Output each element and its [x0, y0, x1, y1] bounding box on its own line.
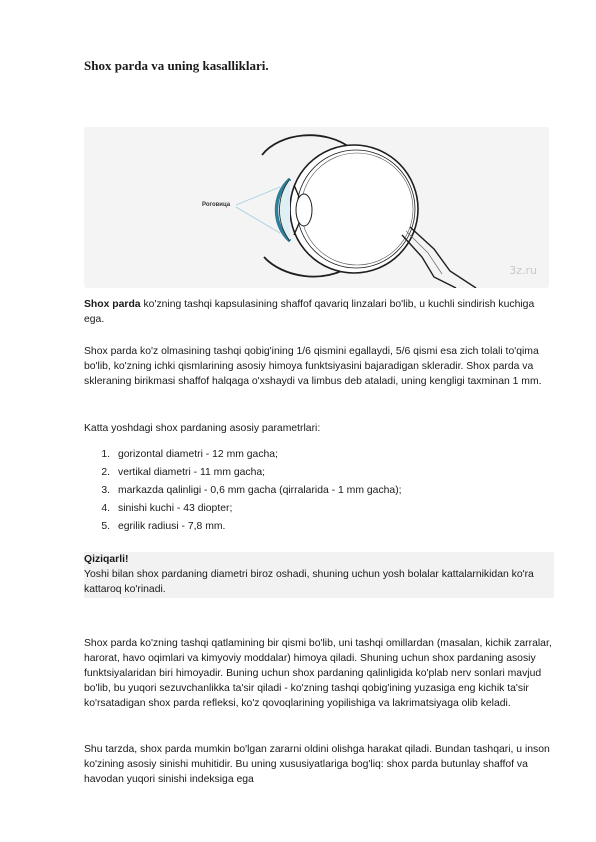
- watermark: 3z.ru: [509, 264, 537, 277]
- list-text: sinishi kuchi - 43 diopter;: [118, 503, 233, 514]
- list-item: [84, 501, 402, 519]
- list-number: 2.: [101, 467, 110, 478]
- page-title: Shox parda va uning kasalliklari.: [84, 58, 269, 73]
- parameters-list: [84, 447, 402, 537]
- callout-text: Yoshi bilan shox pardaning diametri biroz oshadi, shuning uchun yosh bolalar kattalarnikidan ko'ra kattaroq ko'rinadi.: [84, 569, 534, 595]
- list-number: 3.: [101, 485, 110, 496]
- list-item: [84, 447, 402, 465]
- paragraph-sclera: Shox parda ko'z olmasining tashqi qobig'ining 1/6 qismini egallaydi, 5/6 qismi esa zich tolali to'qima bo'lib, ko'zning ichki qismlarining asosiy himoya funktsiyasini bajaradigan skleradir. Shox parda va skleraning birikmasi shaffof halqaga o'xshaydi va limbus deb ataladi, uning kengligi taxminan 1 mm.: [84, 346, 542, 387]
- callout-title: Qiziqarli!: [84, 554, 129, 565]
- interesting-fact-box: [84, 552, 554, 598]
- list-item: [84, 465, 402, 483]
- eye-diagram: [84, 127, 549, 288]
- list-number: 4.: [101, 503, 110, 514]
- list-text: vertikal diametri - 11 mm gacha;: [118, 467, 266, 478]
- list-text: markazda qalinligi - 0,6 mm gacha (qirralarida - 1 mm gacha);: [118, 485, 402, 496]
- list-item: [84, 483, 402, 501]
- paragraph-parameters-heading: Katta yoshdagi shox pardaning asosiy parametrlari:: [84, 423, 321, 434]
- cornea-label: Роговица: [202, 202, 231, 208]
- list-number: 1.: [101, 449, 110, 460]
- list-item: [84, 519, 402, 537]
- eye-anatomy-figure: [84, 127, 549, 288]
- intro-text: ko'zning tashqi kapsulasining shaffof qavariq linzalari bo'lib, u kuchli sindirish kuchiga ega.: [84, 299, 535, 325]
- list-number: 5.: [101, 521, 110, 532]
- list-text: egrilik radiusi - 7,8 mm.: [118, 521, 226, 532]
- intro-paragraph: [84, 297, 554, 327]
- paragraph-protection: Shox parda ko'zning tashqi qatlamining bir qismi bo'lib, uni tashqi omillardan (masalan, kichik zarralar, harorat, havo oqimlari va kimyoviy moddalar) himoya qiladi. Shuning uchun shox pardaning asosiy funktsiyalaridan biri himoyadir. Buning uchun shox pardaning qalinligida ko'plab nerv sonlari mavjud bo'lib, bu yuqori sezuvchanlikka ta'sir qiladi - ko'zning tashqi qobig'ining yuzasiga eng kichik ta'sir ko'rsatadigan shox parda refleksi, ko'z qovoqlarining yopilishiga va lakrimatsiyaga olib keladi.: [84, 638, 552, 709]
- intro-term: Shox parda: [84, 299, 141, 310]
- paragraph-refraction: Shu tarzda, shox parda mumkin bo'lgan zararni oldini olishga harakat qiladi. Bundan tashqari, u inson ko'zining asosiy sinishi muhitidir. Bu uning xususiyatlariga bog'liq: shox parda butunlay shaffof va havodan yuqori sinishi indeksiga ega: [84, 744, 550, 785]
- list-text: gorizontal diametri - 12 mm gacha;: [118, 449, 278, 460]
